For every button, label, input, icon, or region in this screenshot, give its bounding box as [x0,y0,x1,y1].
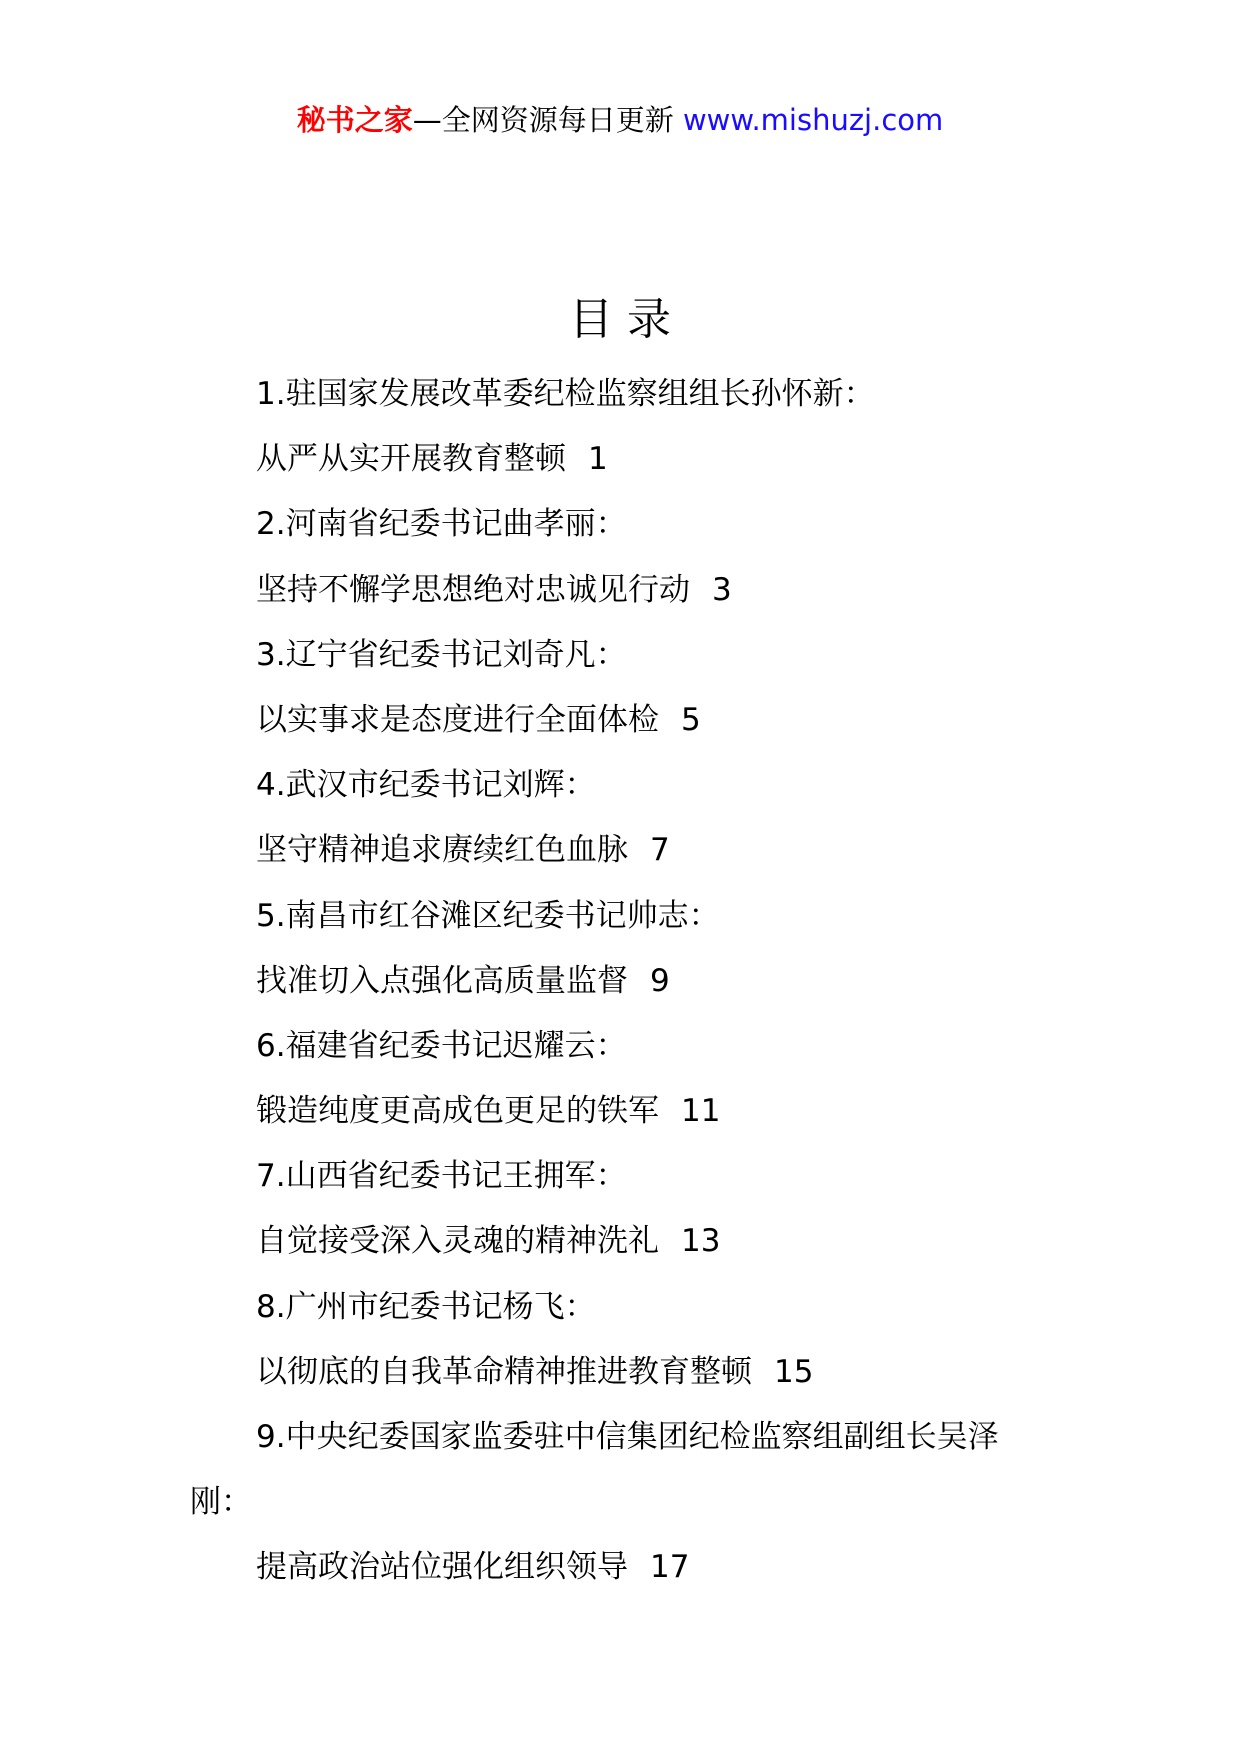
toc-entry-2-subtitle[interactable] [190,558,1070,623]
toc-entry-7-heading[interactable]: 7.山西省纪委书记王拥军： [256,1158,627,1195]
toc-entry-4-subtitle[interactable] [190,818,1070,883]
toc-entry-1-subtitle[interactable] [190,427,1070,492]
toc-page-number: 17 [650,1549,690,1586]
toc-page-number: 11 [681,1093,721,1130]
toc-page-number: 5 [681,701,701,738]
toc-entry-3-heading[interactable]: 3.辽宁省纪委书记刘奇凡： [256,636,627,673]
toc-entry-3-subtitle[interactable] [190,688,1070,753]
toc-entry-5-subtitle[interactable] [190,949,1070,1014]
toc-entry-2-heading[interactable]: 2.河南省纪委书记曲孝丽： [256,506,627,543]
toc-entry-8-heading[interactable]: 8.广州市纪委书记杨飞： [256,1288,596,1325]
toc-entry-9-subtitle[interactable] [190,1535,1070,1600]
toc-entry-8-subtitle[interactable] [190,1340,1070,1405]
toc-subtitle: 以实事求是态度进行全面体检 [256,701,659,738]
brand-name: 秘书之家 [296,103,413,137]
toc-page-number: 15 [774,1353,814,1390]
toc-page-number: 13 [681,1223,721,1260]
toc-entry-1-heading[interactable]: 1.驻国家发展改革委纪检监察组组长孙怀新： [256,376,875,412]
toc-entry-5-heading[interactable]: 5.南昌市红谷滩区纪委书记帅志： [256,897,720,934]
toc-page-number: 9 [650,962,670,999]
toc-entry-6-heading[interactable]: 6.福建省纪委书记迟耀云： [256,1027,627,1064]
toc-entry-9-heading[interactable]: 9.中央纪委国家监委驻中信集团纪检监察组副组长吴泽 [256,1419,999,1455]
site-header [0,100,1240,140]
toc-page-number: 7 [650,832,670,869]
toc-page-number: 3 [712,571,732,608]
toc-subtitle: 以彻底的自我革命精神推进教育整顿 [256,1353,752,1390]
toc-entry-6-subtitle[interactable] [190,1079,1070,1144]
header-slogan: —全网资源每日更新 [412,103,683,137]
toc-subtitle: 自觉接受深入灵魂的精神洗礼 [256,1223,659,1260]
website-link[interactable]: www.mishuzj.com [682,103,944,137]
table-of-contents [190,362,1070,1601]
toc-subtitle: 坚持不懈学思想绝对忠诚见行动 [256,571,690,608]
toc-entry-9-heading-continued[interactable]: 刚： [190,1484,252,1521]
toc-subtitle: 从严从实开展教育整顿 [256,441,566,478]
toc-subtitle: 锻造纯度更高成色更足的铁军 [256,1093,659,1130]
toc-subtitle: 坚守精神追求赓续红色血脉 [256,832,628,869]
toc-subtitle: 提高政治站位强化组织领导 [256,1549,628,1586]
toc-subtitle: 找准切入点强化高质量监督 [256,962,628,999]
toc-entry-7-subtitle[interactable] [190,1209,1070,1274]
page-title: 目 录 [569,294,671,345]
toc-page-number: 1 [588,441,608,478]
toc-entry-4-heading[interactable]: 4.武汉市纪委书记刘辉： [256,767,596,804]
